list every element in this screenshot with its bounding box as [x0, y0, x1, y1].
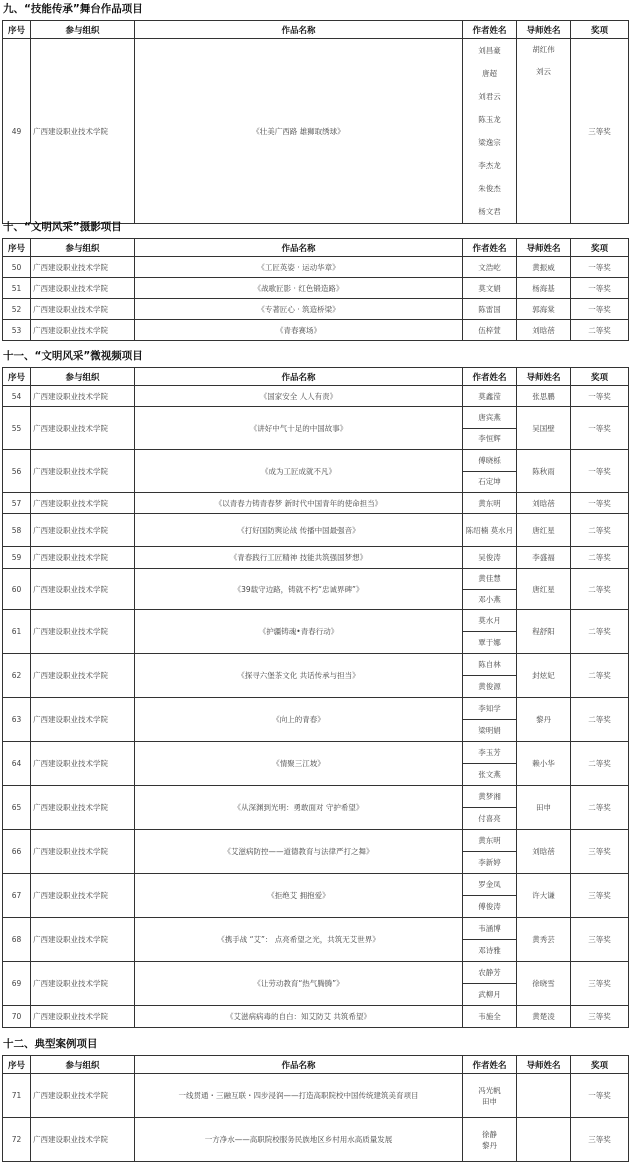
org-name: 广西建设职业技术学院: [31, 742, 135, 786]
author-name: 石定坤: [463, 471, 516, 493]
author-cell: [463, 39, 517, 224]
author-name: 傅晓栎: [478, 455, 501, 465]
org-name: 广西建设职业技术学院: [31, 874, 135, 918]
work-title: 《护疆铸魂•青春行动》: [135, 610, 463, 654]
tutor-cell: [517, 39, 571, 224]
author-cell: [463, 1074, 517, 1118]
tutor-cell: 程舒阳: [517, 610, 571, 654]
tutor-cell: 郭海棠: [517, 299, 571, 320]
tutor-cell: 黄秀芸: [517, 918, 571, 962]
header-work: 作品名称: [135, 368, 463, 386]
row-number: 53: [3, 320, 31, 341]
work-title: 《工匠英姿 · 运动华章》: [135, 257, 463, 278]
org-name: 广西建设职业技术学院: [31, 547, 135, 569]
header-org: 参与组织: [31, 239, 135, 257]
header-author: 作者姓名: [463, 368, 517, 386]
award-level: 二等奖: [571, 514, 629, 547]
author-cell: 伍梓萱: [463, 320, 517, 341]
work-title: 《向上的青春》: [135, 698, 463, 742]
row-number: 64: [3, 742, 31, 786]
header-work: 作品名称: [135, 21, 463, 39]
author-name: 邓小燕: [463, 589, 516, 610]
award-table: [2, 367, 629, 1028]
author-name-list: [463, 742, 516, 785]
header-work: 作品名称: [135, 239, 463, 257]
award-level: 一等奖: [571, 407, 629, 450]
table-header-row: [3, 368, 629, 386]
author-cell: [463, 610, 517, 654]
author-cell: 陈绍楠 莫水月: [463, 514, 517, 547]
row-number: 61: [3, 610, 31, 654]
author-name: 田申: [482, 1096, 497, 1106]
author-cell: [463, 742, 517, 786]
work-title: 《专著匠心 · 筑造桥梁》: [135, 299, 463, 320]
org-name: 广西建设职业技术学院: [31, 320, 135, 341]
author-name: 陈自林: [478, 660, 501, 669]
author-name: 徐静: [482, 1129, 497, 1139]
work-title: 《情聚三江坡》: [135, 742, 463, 786]
award-table: [2, 238, 629, 341]
table-row: [3, 874, 629, 918]
author-cell: [463, 786, 517, 830]
tutor-cell: 张思鹏: [517, 386, 571, 407]
header-org: 参与组织: [31, 1056, 135, 1074]
tutor-cell: 黎丹: [517, 698, 571, 742]
award-level: 三等奖: [571, 962, 629, 1006]
author-name: 李玉芳: [478, 748, 501, 757]
award-level: 一等奖: [571, 1074, 629, 1118]
author-cell: [463, 1118, 517, 1162]
row-number: 58: [3, 514, 31, 547]
award-level: 二等奖: [571, 698, 629, 742]
header-author: 作者姓名: [463, 1056, 517, 1074]
tutor-name-list: [517, 39, 570, 83]
table-header-row: [3, 21, 629, 39]
author-name: 黄东明: [478, 836, 501, 845]
tutor-cell: 黄楚凌: [517, 1006, 571, 1028]
row-number: 69: [3, 962, 31, 1006]
tutor-cell: 赖小华: [517, 742, 571, 786]
author-cell: 莫鑫滢: [463, 386, 517, 407]
table-row: [3, 698, 629, 742]
author-name: 邓诗雅: [463, 939, 516, 961]
work-title: 《携手战 “艾”： 点亮希望之光，共筑无艾世界》: [135, 918, 463, 962]
org-name: 广西建设职业技术学院: [31, 654, 135, 698]
org-name: 广西建设职业技术学院: [31, 610, 135, 654]
org-name: 广西建设职业技术学院: [31, 786, 135, 830]
table-row: [3, 257, 629, 278]
table-row: [3, 654, 629, 698]
org-name: 广西建设职业技术学院: [31, 830, 135, 874]
work-title: 《39载守边路，铸就不朽“忠诚界碑”》: [135, 569, 463, 610]
section-title: 十、“文明风采”摄影项目: [3, 221, 122, 233]
author-name-list: [463, 962, 516, 1005]
table-row: [3, 493, 629, 514]
author-name: 陈玉龙: [478, 115, 501, 124]
author-name: 付喜亮: [463, 807, 516, 829]
header-no: 序号: [3, 239, 31, 257]
tutor-name: 刘云: [536, 67, 551, 76]
award-level: 二等奖: [571, 610, 629, 654]
header-no: 序号: [3, 368, 31, 386]
table-row: [3, 1118, 629, 1162]
table-row: [3, 962, 629, 1006]
author-name-list: [463, 654, 516, 697]
award-level: 三等奖: [571, 918, 629, 962]
award-table: [2, 1055, 629, 1162]
author-cell: [463, 698, 517, 742]
work-title: 《以青春力铸青春梦 新时代中国青年的使命担当》: [135, 493, 463, 514]
table-row: [3, 1074, 629, 1118]
award-level: 二等奖: [571, 547, 629, 569]
author-name: 梁明娟: [463, 719, 516, 741]
tutor-cell: [517, 1074, 571, 1118]
author-name: 武柳月: [463, 983, 516, 1005]
row-number: 62: [3, 654, 31, 698]
tutor-name: 胡红伟: [532, 45, 555, 54]
work-title: 《成为工匠成就不凡》: [135, 450, 463, 493]
tutor-cell: 刘晗蓓: [517, 493, 571, 514]
org-name: 广西建设职业技术学院: [31, 514, 135, 547]
header-award: 奖项: [571, 1056, 629, 1074]
table-row: [3, 278, 629, 299]
author-name: 李知学: [478, 704, 501, 713]
author-cell: [463, 874, 517, 918]
author-cell: [463, 830, 517, 874]
author-name: 黄佳慧: [478, 574, 501, 584]
author-name: 韦涵博: [478, 924, 501, 933]
row-number: 72: [3, 1118, 31, 1162]
header-no: 序号: [3, 21, 31, 39]
org-name: 广西建设职业技术学院: [31, 918, 135, 962]
org-name: 广西建设职业技术学院: [31, 450, 135, 493]
tutor-cell: 陈秋雨: [517, 450, 571, 493]
table-row: [3, 320, 629, 341]
author-name-list: [463, 698, 516, 741]
author-cell: [463, 450, 517, 493]
table-row: [3, 514, 629, 547]
work-title: 《拒绝艾 拥抱爱》: [135, 874, 463, 918]
work-title: 《青春践行工匠精神 技能共筑强国梦想》: [135, 547, 463, 569]
author-cell: [463, 654, 517, 698]
author-name-list: [463, 874, 516, 917]
table-row: [3, 407, 629, 450]
row-number: 51: [3, 278, 31, 299]
section-title: 十二、典型案例项目: [3, 1038, 98, 1050]
author-cell: [463, 569, 517, 610]
award-level: 二等奖: [571, 654, 629, 698]
author-cell: [463, 918, 517, 962]
org-name: 广西建设职业技术学院: [31, 386, 135, 407]
author-name-list: [463, 39, 516, 223]
org-name: 广西建设职业技术学院: [31, 698, 135, 742]
table-row: [3, 39, 629, 224]
table-row: [3, 610, 629, 654]
tutor-cell: 刘晗蓓: [517, 830, 571, 874]
author-name: 黄梦湘: [478, 792, 501, 801]
author-name: 冯光帆: [478, 1085, 501, 1095]
header-tutor: 导师姓名: [517, 239, 571, 257]
row-number: 55: [3, 407, 31, 450]
row-number: 57: [3, 493, 31, 514]
row-number: 68: [3, 918, 31, 962]
author-name-list: [463, 1129, 516, 1151]
row-number: 63: [3, 698, 31, 742]
award-level: 三等奖: [571, 874, 629, 918]
org-name: 广西建设职业技术学院: [31, 278, 135, 299]
tutor-cell: 杨海基: [517, 278, 571, 299]
header-award: 奖项: [571, 368, 629, 386]
table-row: [3, 450, 629, 493]
table-row: [3, 1006, 629, 1028]
table-row: [3, 786, 629, 830]
row-number: 49: [3, 39, 31, 224]
row-number: 70: [3, 1006, 31, 1028]
org-name: 广西建设职业技术学院: [31, 299, 135, 320]
award-level: 二等奖: [571, 320, 629, 341]
award-level: 一等奖: [571, 257, 629, 278]
org-name: 广西建设职业技术学院: [31, 1074, 135, 1118]
tutor-cell: 黄振威: [517, 257, 571, 278]
org-name: 广西建设职业技术学院: [31, 1006, 135, 1028]
table-header-row: [3, 239, 629, 257]
award-level: 一等奖: [571, 493, 629, 514]
row-number: 52: [3, 299, 31, 320]
author-name-list: [463, 610, 516, 653]
author-cell: 陈雷国: [463, 299, 517, 320]
award-table: [2, 20, 629, 224]
header-tutor: 导师姓名: [517, 1056, 571, 1074]
table-row: [3, 918, 629, 962]
work-title: 《战歌匠影 · 红色锻造路》: [135, 278, 463, 299]
row-number: 71: [3, 1074, 31, 1118]
tutor-cell: [517, 1118, 571, 1162]
author-name: 李新婷: [463, 851, 516, 873]
author-name: 杨文君: [478, 207, 501, 216]
work-title: 一线贯通・三融互联・四步浸润——打造高职院校中国传统建筑美育项目: [135, 1074, 463, 1118]
author-name: 刘昌豪: [478, 46, 501, 55]
author-name: 李杰龙: [478, 161, 501, 170]
author-name: 唐宾燕: [478, 412, 501, 422]
author-name-list: [463, 450, 516, 492]
table-row: [3, 569, 629, 610]
header-work: 作品名称: [135, 1056, 463, 1074]
work-title: 《讲好中气十足的中国故事》: [135, 407, 463, 450]
award-level: 一等奖: [571, 386, 629, 407]
section-title: 九、“技能传承”舞台作品项目: [3, 3, 143, 15]
table-row: [3, 299, 629, 320]
org-name: 广西建设职业技术学院: [31, 962, 135, 1006]
row-number: 67: [3, 874, 31, 918]
row-number: 54: [3, 386, 31, 407]
award-level: 三等奖: [571, 1006, 629, 1028]
author-name: 罗金凤: [478, 880, 501, 889]
work-title: 《青春赛场》: [135, 320, 463, 341]
author-cell: 韦施全: [463, 1006, 517, 1028]
author-name: 农静芳: [478, 968, 501, 977]
row-number: 59: [3, 547, 31, 569]
header-no: 序号: [3, 1056, 31, 1074]
author-name-list: [463, 569, 516, 609]
row-number: 60: [3, 569, 31, 610]
table-row: [3, 830, 629, 874]
work-title: 《国家安全 人人有责》: [135, 386, 463, 407]
author-name: 刘君云: [478, 92, 501, 101]
tutor-cell: 唐红星: [517, 514, 571, 547]
tutor-cell: 吴国壁: [517, 407, 571, 450]
award-level: 二等奖: [571, 569, 629, 610]
row-number: 56: [3, 450, 31, 493]
tutor-cell: 刘晗蓓: [517, 320, 571, 341]
header-author: 作者姓名: [463, 21, 517, 39]
author-cell: [463, 962, 517, 1006]
row-number: 50: [3, 257, 31, 278]
author-cell: 黄东明: [463, 493, 517, 514]
author-name: 覃于娜: [463, 631, 516, 653]
table-row: [3, 742, 629, 786]
author-name: 黎丹: [482, 1140, 497, 1150]
award-level: 二等奖: [571, 786, 629, 830]
author-name: 张文燕: [463, 763, 516, 785]
work-title: 《探寻六堡茶文化 共话传承与担当》: [135, 654, 463, 698]
author-name: 梁逸宗: [478, 138, 501, 147]
header-award: 奖项: [571, 239, 629, 257]
table-row: [3, 547, 629, 569]
section-title: 十一、“文明风采”微视频项目: [3, 350, 143, 362]
header-tutor: 导师姓名: [517, 368, 571, 386]
header-org: 参与组织: [31, 368, 135, 386]
table-header-row: [3, 1056, 629, 1074]
author-name: 黄俊源: [463, 675, 516, 697]
tutor-cell: 田申: [517, 786, 571, 830]
author-cell: 文浩屹: [463, 257, 517, 278]
work-title: 一方净水——高职院校服务民族地区乡村用水高质量发展: [135, 1118, 463, 1162]
org-name: 广西建设职业技术学院: [31, 569, 135, 610]
author-name-list: [463, 830, 516, 873]
tutor-cell: 唐红星: [517, 569, 571, 610]
author-cell: 莫文娟: [463, 278, 517, 299]
tutor-cell: 李盛福: [517, 547, 571, 569]
work-title: 《壮美广西路 雄狮取绣球》: [135, 39, 463, 224]
org-name: 广西建设职业技术学院: [31, 39, 135, 224]
org-name: 广西建设职业技术学院: [31, 1118, 135, 1162]
work-title: 《艾滋病病毒的自白：知艾防艾 共筑希望》: [135, 1006, 463, 1028]
org-name: 广西建设职业技术学院: [31, 257, 135, 278]
author-name-list: [463, 407, 516, 449]
work-title: 《从深渊到光明：勇敢面对 守护希望》: [135, 786, 463, 830]
row-number: 65: [3, 786, 31, 830]
header-award: 奖项: [571, 21, 629, 39]
author-name-list: [463, 1085, 516, 1107]
work-title: 《让劳动教育“热气腾腾”》: [135, 962, 463, 1006]
header-tutor: 导师姓名: [517, 21, 571, 39]
author-name: 傅俊涛: [463, 895, 516, 917]
table-row: [3, 386, 629, 407]
tutor-cell: 许大谦: [517, 874, 571, 918]
work-title: 《打好国防舆论战 传播中国最强音》: [135, 514, 463, 547]
author-name: 莫水月: [478, 616, 501, 625]
tutor-cell: 徐晓雪: [517, 962, 571, 1006]
row-number: 66: [3, 830, 31, 874]
tutor-cell: 封炫妃: [517, 654, 571, 698]
award-level: 一等奖: [571, 299, 629, 320]
header-org: 参与组织: [31, 21, 135, 39]
work-title: 《艾滋病防控——道德教育与法律严打之舞》: [135, 830, 463, 874]
author-name-list: [463, 786, 516, 829]
org-name: 广西建设职业技术学院: [31, 407, 135, 450]
author-name-list: [463, 918, 516, 961]
award-level: 三等奖: [571, 830, 629, 874]
header-author: 作者姓名: [463, 239, 517, 257]
author-name: 李恒辉: [463, 428, 516, 450]
author-cell: 吴俊涛: [463, 547, 517, 569]
award-level: 二等奖: [571, 742, 629, 786]
org-name: 广西建设职业技术学院: [31, 493, 135, 514]
award-level: 一等奖: [571, 278, 629, 299]
award-level: 三等奖: [571, 39, 629, 224]
award-level: 三等奖: [571, 1118, 629, 1162]
author-name: 唐超: [482, 69, 497, 78]
author-cell: [463, 407, 517, 450]
award-level: 一等奖: [571, 450, 629, 493]
author-name: 朱俊杰: [478, 184, 501, 193]
